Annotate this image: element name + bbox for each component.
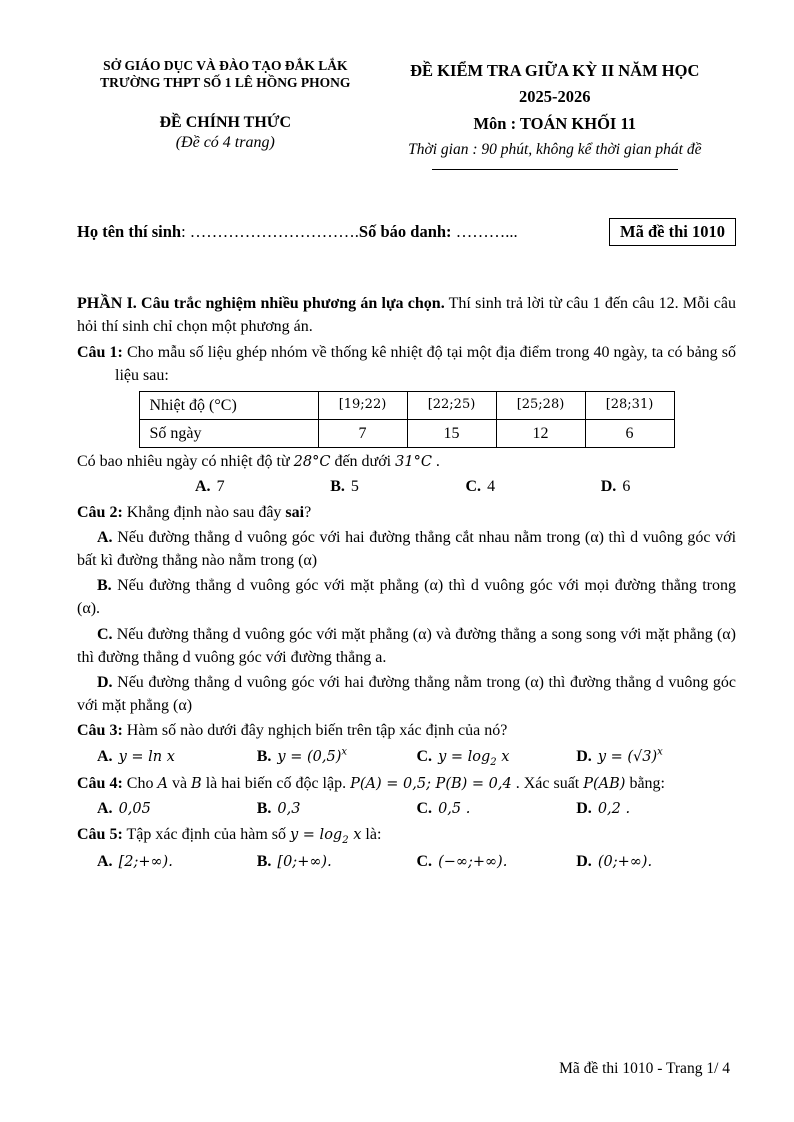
option-c-formula-tail: x	[496, 748, 510, 765]
q4-t7: bằng:	[625, 775, 665, 793]
q1-after-mid: đến dưới	[330, 453, 396, 471]
question-3-options	[97, 745, 736, 771]
question-1-label: Câu 1:	[77, 343, 123, 361]
table-header-range-4: [28;31)	[585, 391, 674, 419]
option-a	[97, 797, 257, 820]
option-b-formula: y = (0,5)	[277, 748, 342, 765]
option-a	[195, 475, 330, 498]
table-cell-days-4: 6	[585, 420, 674, 448]
option-b-letter: B.	[97, 577, 112, 595]
exam-title: ĐỀ KIỂM TRA GIỮA KỲ II NĂM HỌC	[410, 61, 700, 80]
option-c-value: 0,5 .	[438, 801, 471, 818]
header-department-block	[77, 58, 374, 170]
option-d-value: 0,2 .	[597, 801, 631, 818]
option-a	[97, 745, 257, 771]
option-c-formula: y = log	[438, 748, 491, 765]
option-d	[576, 745, 736, 771]
option-a-letter: A.	[97, 800, 113, 818]
option-c-letter: C.	[97, 625, 113, 643]
student-number-dots: ………...	[451, 222, 518, 242]
option-c	[417, 850, 577, 873]
table-header-temperature: Nhiệt độ (°C)	[139, 391, 318, 419]
question-2-option-c	[77, 623, 736, 669]
student-name-label: Họ tên thí sinh	[77, 222, 182, 242]
table-header-range-3: [25;28)	[496, 391, 585, 419]
question-5-options	[97, 850, 736, 873]
table-row	[139, 420, 674, 448]
question-3-body: Hàm số nào dưới đây nghịch biến trên tập xác định của nó?	[122, 722, 508, 740]
part1-intro-paragraph	[77, 292, 736, 338]
header-divider-line	[432, 169, 678, 170]
q5-t2: là:	[361, 825, 382, 843]
option-c-letter: C.	[416, 853, 433, 871]
question-1-text	[77, 341, 736, 387]
option-d-text: Nếu đường thẳng d vuông góc với hai đường thẳng nằm trong (α) thì đường thẳng d vuông góc với mặt phẳng (α)	[77, 673, 737, 715]
option-d-value: (0;+∞).	[597, 854, 653, 871]
student-info-text	[77, 222, 518, 242]
table-cell-days-2: 15	[407, 420, 496, 448]
option-b-value: [0;+∞).	[277, 854, 332, 871]
question-2-text	[77, 501, 736, 524]
option-c-value: 4	[487, 478, 496, 496]
q4-var-a: A	[157, 776, 168, 793]
part1-title: PHẦN I. Câu trắc nghiệm nhiều phương án lựa chọn.	[77, 295, 445, 313]
option-c	[417, 797, 577, 820]
exam-header	[77, 58, 736, 170]
question-1-followup	[77, 450, 736, 473]
option-d-letter: D.	[576, 800, 592, 818]
option-a-letter: A.	[97, 747, 113, 765]
option-b	[330, 475, 465, 498]
option-d	[601, 475, 736, 498]
q4-probabilities: P(A) = 0,5; P(B) = 0,4	[350, 776, 512, 793]
option-a-value: 7	[216, 478, 225, 496]
option-b-exponent: x	[341, 746, 347, 758]
q1-after-post: .	[431, 453, 440, 471]
question-2-option-b	[77, 574, 736, 620]
q2-bold-word: sai	[285, 503, 305, 521]
table-header-range-2: [22;25)	[407, 391, 496, 419]
option-c-letter: C.	[465, 478, 482, 496]
option-a	[97, 850, 257, 873]
option-b-letter: B.	[256, 800, 272, 818]
question-2-option-d	[77, 671, 736, 717]
question-5-label: Câu 5:	[77, 825, 123, 843]
q5-t1: Tập xác định của hàm số	[122, 825, 290, 843]
question-1-table	[139, 391, 675, 448]
header-exam-title-block	[374, 58, 736, 170]
option-b-text: Nếu đường thẳng d vuông góc với mặt phẳng (α) thì d vuông góc với mọi đường thẳng trong (α).	[77, 577, 737, 618]
option-d	[576, 850, 736, 873]
exam-duration: Thời gian : 90 phút, không kể thời gian phát đề	[408, 141, 702, 159]
page-count-note: (Đề có 4 trang)	[175, 133, 275, 151]
table-header-range-1: [19;22)	[318, 391, 407, 419]
q5-subscript: 2	[342, 834, 349, 846]
question-5-text	[77, 823, 736, 849]
table-cell-days-1: 7	[318, 420, 407, 448]
option-b-value: 5	[350, 478, 359, 496]
option-b	[257, 745, 417, 771]
school-name: TRƯỜNG THPT SỐ 1 LÊ HỒNG PHONG	[100, 74, 351, 90]
option-a-text: Nếu đường thẳng d vuông góc với hai đường thẳng cắt nhau nằm trong (α) thì d vuông góc với bất kì đường thẳng nào nằm trong (α)	[77, 528, 737, 570]
question-1-body: Cho mẫu số liệu ghép nhóm về thống kê nhiệt độ tại một địa điểm trong 40 ngày, ta có bảng số liệu sau:	[115, 343, 737, 384]
department-line1: SỞ GIÁO DỤC VÀ ĐÀO TẠO ĐẮK LẮK	[103, 58, 348, 73]
q1-after-pre: Có bao nhiêu ngày có nhiệt độ từ	[77, 453, 294, 471]
exam-school-year: 2025-2026	[519, 87, 591, 107]
option-c	[466, 475, 601, 498]
q4-prob-ab: P(AB)	[583, 776, 626, 793]
official-exam-label: ĐỀ CHÍNH THỨC	[159, 113, 292, 131]
option-d-letter: D.	[97, 673, 113, 691]
student-name-dots: : ………………………….	[181, 222, 359, 242]
exam-subject: Môn : TOÁN KHỐI 11	[473, 113, 637, 133]
question-4-options	[97, 797, 736, 820]
table-cell-days-label: Số ngày	[139, 420, 318, 448]
q4-t5: . Xác suất	[511, 775, 584, 793]
question-4-text	[77, 772, 736, 795]
option-a-letter: A.	[97, 853, 113, 871]
question-4-label: Câu 4:	[77, 775, 123, 793]
q1-temp-2: 31°C	[395, 454, 432, 471]
option-d-formula: y = (√3)	[597, 748, 658, 765]
option-a-formula: y = ln x	[118, 748, 175, 765]
option-d-letter: D.	[576, 853, 592, 871]
option-d-exponent: x	[657, 746, 663, 758]
option-d-letter: D.	[576, 747, 592, 765]
option-a-value: [2;+∞).	[118, 854, 173, 871]
q1-temp-1: 28°C	[293, 454, 331, 471]
question-2-label: Câu 2:	[77, 503, 123, 521]
option-c	[417, 745, 577, 771]
table-row	[139, 391, 674, 419]
part1-instructions: Thí sinh trả lời từ câu 1 đến câu 12. Mỗi câu hỏi thí sinh chỉ chọn một phương án.	[77, 295, 737, 336]
q4-t1: Cho	[122, 775, 158, 793]
option-b-letter: B.	[330, 478, 345, 496]
option-b	[257, 797, 417, 820]
option-b-letter: B.	[256, 853, 272, 871]
option-b-letter: B.	[256, 747, 272, 765]
exam-code-box: Mã đề thi 1010	[609, 218, 736, 246]
q4-var-b: B	[191, 776, 202, 793]
q2-text-post: ?	[304, 503, 312, 521]
option-b	[257, 850, 417, 873]
q5-formula: y = log	[290, 826, 343, 843]
q4-t3: là hai biến cố độc lập.	[201, 775, 351, 793]
q5-formula-tail: x	[348, 826, 362, 843]
exam-body	[77, 292, 736, 873]
option-c-subscript: 2	[490, 756, 497, 768]
table-cell-days-3: 12	[496, 420, 585, 448]
q4-t2: và	[167, 775, 192, 793]
option-d-value: 6	[622, 478, 631, 496]
page-footer: Mã đề thi 1010 - Trang 1/ 4	[559, 1060, 730, 1077]
option-d-letter: D.	[600, 478, 617, 496]
option-a-value: 0,05	[118, 801, 151, 818]
question-1-options	[195, 475, 736, 498]
option-a-letter: A.	[97, 528, 113, 546]
option-b-value: 0,3	[277, 801, 301, 818]
option-c-value: (−∞;+∞).	[438, 854, 508, 871]
option-c-letter: C.	[416, 800, 433, 818]
option-c-letter: C.	[416, 747, 433, 765]
question-3-label: Câu 3:	[77, 722, 123, 740]
student-number-label: Số báo danh:	[358, 222, 452, 242]
option-c-text: Nếu đường thẳng d vuông góc với mặt phẳng (α) và đường thẳng a song song với mặt phẳng (α) thì đường thẳng d vuông góc với đường thẳng a.	[77, 625, 737, 666]
question-3-text	[77, 719, 736, 742]
student-info-row	[77, 218, 736, 246]
q2-text-pre: Khẳng định nào sau đây	[122, 503, 286, 521]
option-a-letter: A.	[195, 478, 211, 496]
question-2-option-a	[77, 526, 736, 572]
option-d	[576, 797, 736, 820]
